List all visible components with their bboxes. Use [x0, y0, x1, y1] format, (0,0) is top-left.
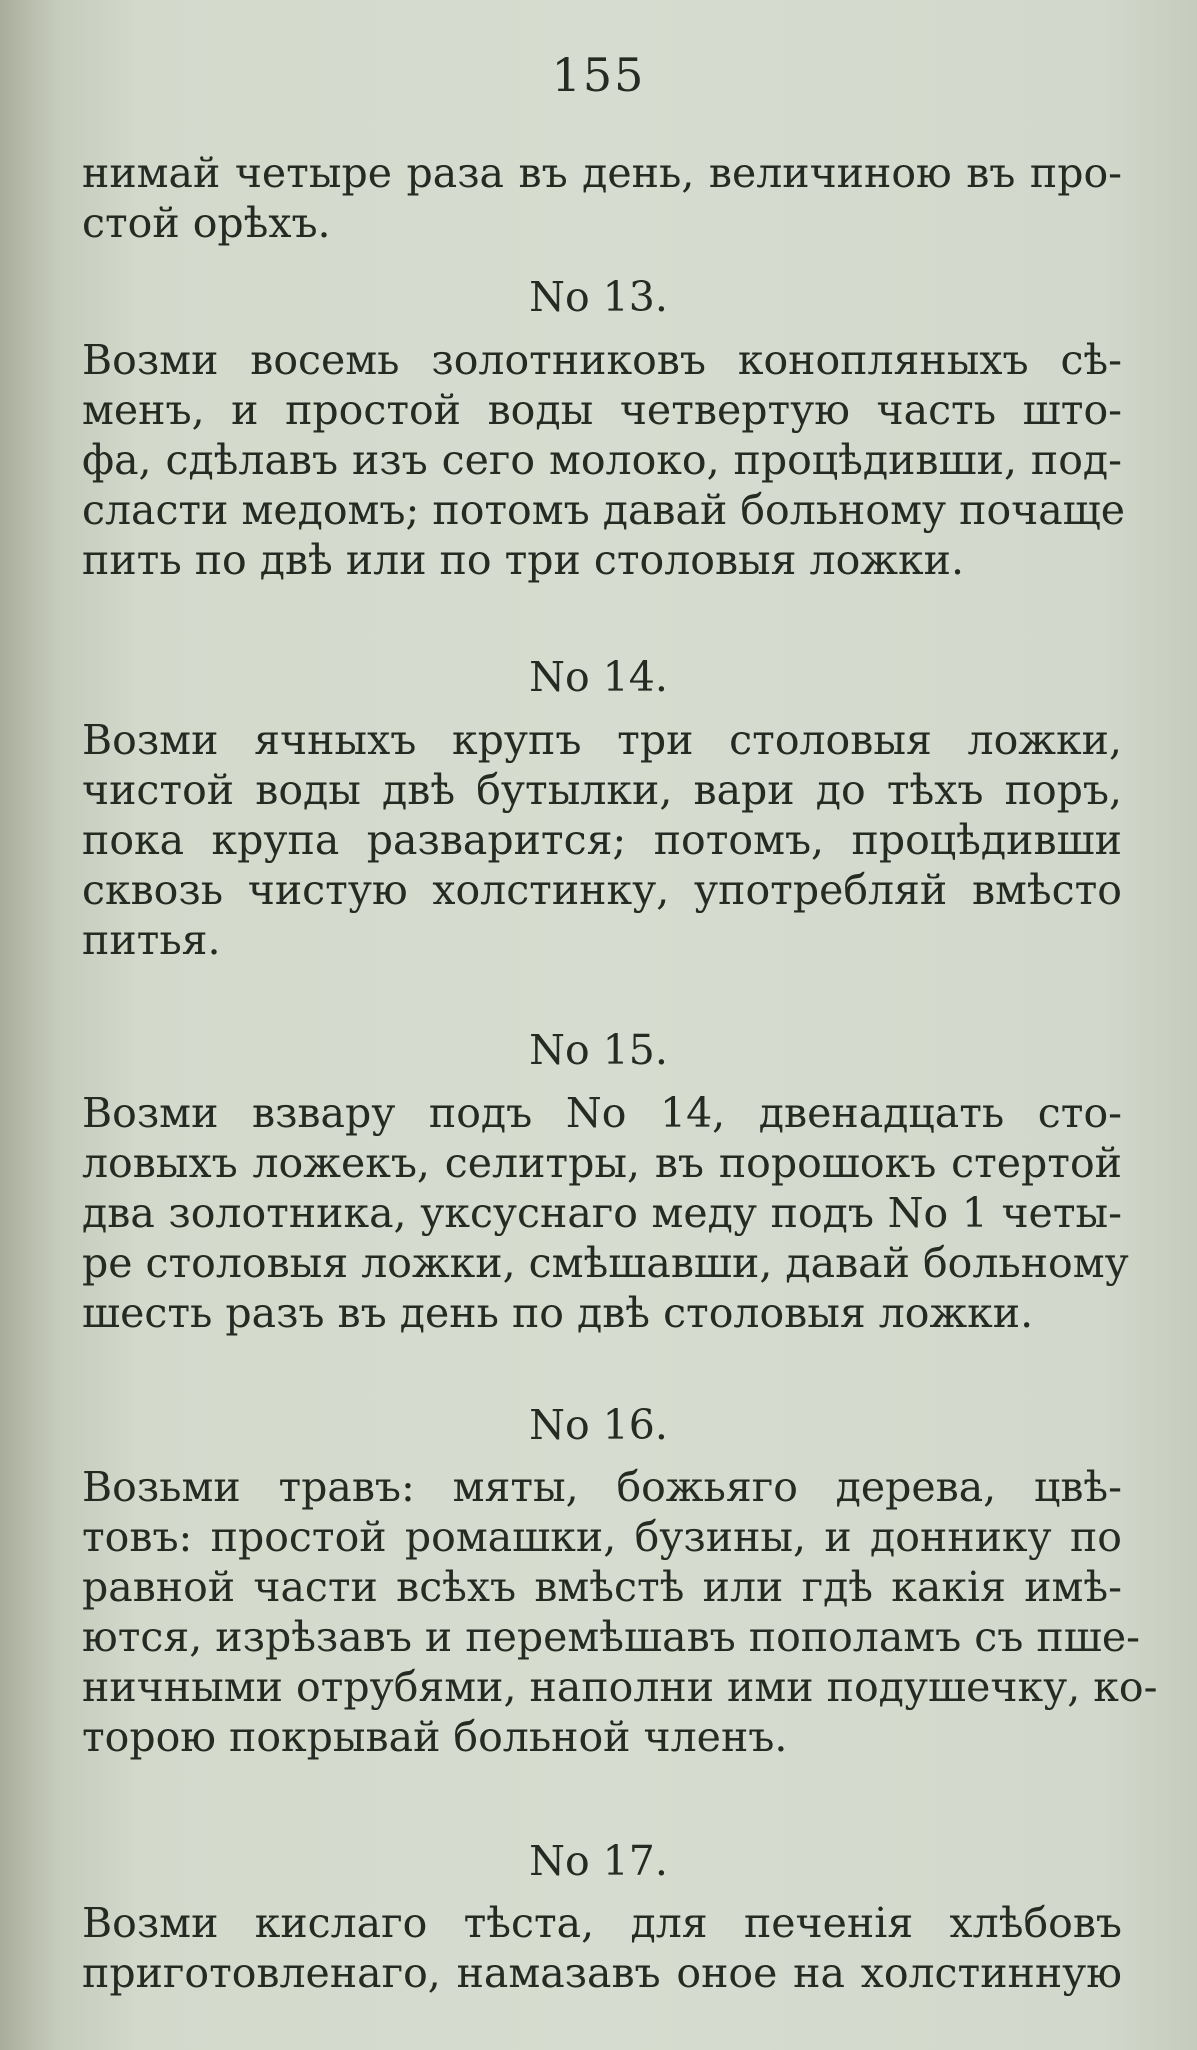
recipe-heading-17: No 17.: [529, 1837, 668, 1885]
text-line: Возми восемь золотниковъ конопляныхъ сѣ-: [82, 336, 1122, 384]
text-line: сквозь чистую холстинку, употребляй вмѣсто: [82, 866, 1122, 914]
text-line: фа, сдѣлавъ изъ сего молоко, процѣдивши, под-: [82, 436, 1122, 484]
recipe-heading-13: No 13.: [529, 273, 668, 321]
recipe-paragraph-14: [82, 715, 1122, 965]
text-line: сласти медомъ; потомъ давай больному почаще: [82, 486, 1126, 534]
text-line: ловыхъ ложекъ, селитры, въ порошокъ стертой: [82, 1139, 1122, 1187]
text-line: товъ: простой ромашки, бузины, и доннику по: [82, 1513, 1122, 1561]
text-line: Возьми травъ: мяты, божьяго дерева, цвѣ-: [82, 1463, 1122, 1511]
text-line: Возми кислаго тѣста, для печенія хлѣбовъ: [82, 1899, 1122, 1947]
text-line: питья.: [82, 916, 221, 964]
text-line: стой орѣхъ.: [82, 199, 331, 247]
text-line: равной части всѣхъ вмѣстѣ или гдѣ какія имѣ-: [82, 1563, 1122, 1611]
text-line: ничными отрубями, наполни ими подушечку, ко-: [82, 1663, 1158, 1711]
text-line: два золотника, уксуснаго меду подъ No 1 четы-: [82, 1189, 1122, 1237]
recipe-paragraph-13: [82, 335, 1126, 585]
recipe-paragraph-16: [82, 1462, 1158, 1762]
text-line: нимай четыре раза въ день, величиною въ про-: [82, 149, 1122, 197]
text-line: приготовленаго, намазавъ оное на холстинную: [82, 1949, 1122, 1997]
text-line: менъ, и простой воды четвертую часть што-: [82, 386, 1122, 434]
text-line: торою покрывай больной членъ.: [82, 1713, 788, 1761]
text-line: ются, изрѣзавъ и перемѣшавъ пополамъ съ пше-: [82, 1613, 1140, 1661]
text-line: Возми взвару подъ No 14, двенадцать сто-: [82, 1089, 1122, 1137]
text-line: ре столовыя ложки, смѣшавши, давай больному: [82, 1239, 1129, 1287]
text-line: шесть разъ въ день по двѣ столовыя ложки.: [82, 1289, 1034, 1337]
recipe-paragraph-17: [82, 1898, 1122, 1998]
recipe-heading-16: No 16.: [529, 1401, 668, 1449]
recipe-paragraph-15: [82, 1088, 1129, 1338]
intro-paragraph: [82, 148, 1122, 248]
text-line: пить по двѣ или по три столовыя ложки.: [82, 536, 964, 584]
page-number: 155: [551, 48, 646, 102]
recipe-heading-15: No 15.: [529, 1026, 668, 1074]
text-line: чистой воды двѣ бутылки, вари до тѣхъ поръ,: [82, 766, 1122, 814]
text-line: Возми ячныхъ крупъ три столовыя ложки,: [82, 716, 1122, 764]
text-line: пока крупа разварится; потомъ, процѣдивши: [82, 816, 1122, 864]
recipe-heading-14: No 14.: [529, 653, 668, 701]
